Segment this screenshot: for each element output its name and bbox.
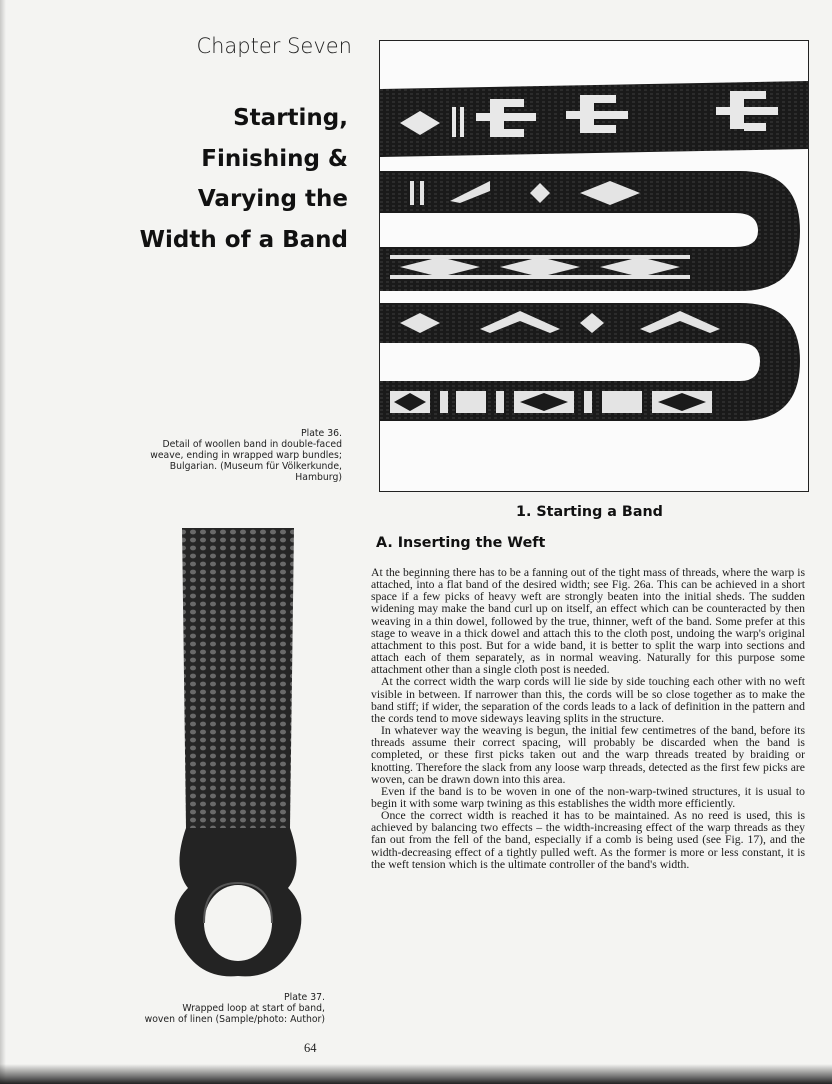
title-line: Varying the: [197, 186, 348, 212]
title-line: Width of a Band: [139, 226, 348, 253]
plate-37-photo: [168, 528, 308, 978]
scan-shadow: [0, 0, 6, 1084]
caption-line: woven of linen (Sample/photo: Author): [144, 1014, 325, 1025]
page-number: 64: [304, 1041, 317, 1055]
caption-line: Plate 37.: [284, 992, 325, 1003]
paragraph: In whatever way the weaving is begun, the initial few centimetres of the band, before its threads assume their correct spacing, will probably be discarded when the band is completed, or these first picks taken out and the warp threads treated by braiding or knotting. Therefore the slack from any loose warp threads, detected as the first few picks are woven, can be drawn down into this area.: [371, 724, 805, 786]
caption-line: Plate 36.: [301, 428, 342, 439]
plate-37-caption: [120, 992, 325, 1025]
plate-36-caption: [120, 428, 342, 483]
chapter-label: Chapter Seven: [196, 34, 352, 58]
scan-edge: [0, 1064, 832, 1084]
caption-line: Hamburg): [295, 472, 342, 483]
section-heading: 1. Starting a Band: [516, 504, 663, 520]
paragraph: Even if the band is to be woven in one of the non-warp-twined structures, it is usual to begin it with some warp twining as this establishes the width more efficiently.: [371, 784, 805, 810]
paragraph: At the correct width the warp cords will lie side by side touching each other with no weft visible in between. If narrower than this, the cords will be so close together as to make the band stiff; if wider, the separation of the cords leads to a lack of definition in the pattern and the cords tend to move sideways leaving splits in the structure.: [371, 675, 805, 725]
paragraph: Once the correct width is reached it has to be maintained. As no reed is used, this is achieved by balancing two effects – the width-increasing effect of the warp threads as they fan out from the fell of the band, especially if a comb is being used (see Fig. 17), and the width-decreasing effect of a tightly pulled weft. As the former is more or less constant, it is the weft tension which is the ultimate controller of the band's width.: [371, 809, 805, 871]
caption-line: Detail of woollen band in double-faced: [162, 439, 342, 450]
wrapped-loop-image: [168, 528, 308, 978]
title-line: Starting,: [233, 105, 348, 131]
paragraph: At the beginning there has to be a fanning out of the tight mass of threads, where the warp is attached, into a flat band of the desired width; see Fig. 26a. This can be achieved in a short space if a few picks of heavy weft are strongly beaten into the initial sheds. The sudden widening may make the band curl up on itself, an effect which can be counteracted by then weaving in a thin dowel, followed by the true, thinner, weft of the band. Some prefer at this stage to weave in a thick dowel and attach this to the cloth post, undoing the warp's original attachment to this post. But for a wide band, it is better to split the warp into sections and attach each of them separately, as in normal weaving. Naturally for this purpose some attachment other than a single cloth post is needed.: [371, 566, 805, 677]
subsection-heading: A. Inserting the Weft: [376, 535, 546, 551]
body-text: [371, 567, 805, 871]
caption-line: weave, ending in wrapped warp bundles;: [150, 450, 342, 461]
plate-36-photo: [379, 40, 809, 492]
woven-bands-image: [380, 41, 809, 492]
caption-line: Bulgarian. (Museum für Völkerkunde,: [169, 461, 342, 472]
caption-line: Wrapped loop at start of band,: [182, 1003, 325, 1014]
chapter-title: [120, 98, 348, 260]
title-line: Finishing &: [201, 145, 348, 172]
